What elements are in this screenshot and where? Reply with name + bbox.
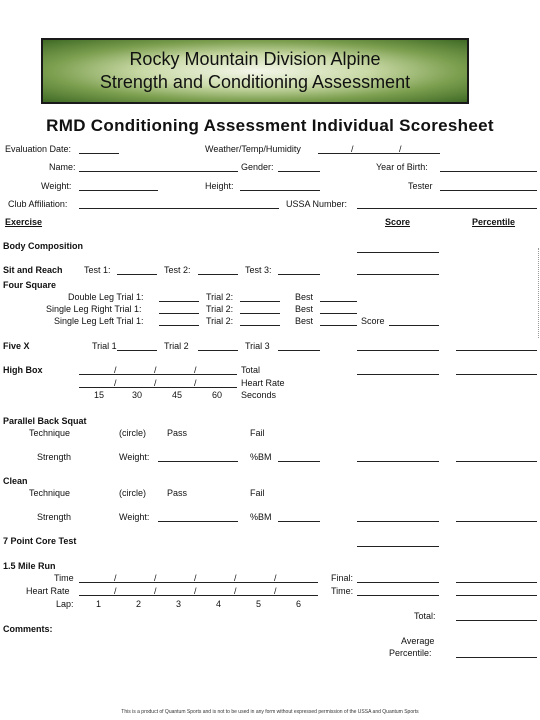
ussa-field[interactable]	[357, 208, 537, 209]
five-x-title: Five X	[3, 341, 30, 351]
core-test-title: 7 Point Core Test	[3, 536, 77, 546]
banner-title-line2: Strength and Conditioning Assessment	[99, 72, 411, 92]
high-box-count-field[interactable]	[79, 374, 237, 375]
four-square-best-label-2: Best	[295, 304, 314, 314]
clean-pass-option[interactable]: Pass	[167, 488, 188, 498]
high-box-slash-2: /	[154, 365, 157, 375]
run-lap-2: 2	[136, 599, 142, 609]
weather-slash-1: /	[351, 144, 354, 154]
four-square-trial2-label-3: Trial 2:	[206, 316, 234, 326]
high-box-heart-rate-label: Heart Rate	[241, 378, 285, 388]
run-time-slash-1: /	[114, 573, 117, 583]
high-box-slash-4: /	[114, 378, 117, 388]
high-box-slash-3: /	[194, 365, 197, 375]
weather-label: Weather/Temp/Humidity	[205, 144, 301, 154]
squat-circle-label: (circle)	[119, 428, 146, 438]
run-hr-slash-5: /	[274, 586, 277, 596]
sit-reach-test2-label: Test 2:	[164, 265, 191, 275]
column-exercise: Exercise	[5, 217, 43, 227]
four-square-single-left-label: Single Leg Left Trial 1:	[54, 316, 144, 326]
four-square-right-best-field[interactable]	[320, 313, 357, 314]
high-box-time-30: 30	[132, 390, 143, 400]
squat-percentile-field[interactable]	[456, 461, 537, 462]
clean-strength-label: Strength	[37, 512, 72, 522]
weight-label: Weight:	[41, 181, 72, 191]
four-square-right-trial1-field[interactable]	[159, 313, 199, 314]
squat-pass-option[interactable]: Pass	[167, 428, 188, 438]
four-square-title: Four Square	[3, 280, 57, 290]
five-x-percentile-field[interactable]	[456, 350, 537, 351]
four-square-trial2-label-2: Trial 2:	[206, 304, 234, 314]
squat-weight-field[interactable]	[158, 461, 238, 462]
run-lap-4: 4	[216, 599, 222, 609]
run-hr-slash-1: /	[114, 586, 117, 596]
ussa-label: USSA Number:	[286, 199, 348, 209]
clean-score-field[interactable]	[357, 521, 439, 522]
run-lap-6: 6	[296, 599, 302, 609]
clean-pct-bm-label: %BM	[250, 512, 272, 522]
total-field[interactable]	[456, 620, 537, 621]
evaluation-date-field[interactable]	[79, 153, 119, 154]
four-square-best-label-1: Best	[295, 292, 314, 302]
run-time-summary-label: Time:	[331, 586, 354, 596]
run-final-label: Final:	[331, 573, 354, 583]
five-x-trial2-label: Trial 2	[164, 341, 189, 351]
average-label: Average	[401, 636, 435, 646]
squat-fail-option[interactable]: Fail	[250, 428, 265, 438]
height-field[interactable]	[240, 190, 320, 191]
squat-pct-bm-field[interactable]	[278, 461, 320, 462]
four-square-score-field[interactable]	[389, 325, 439, 326]
five-x-trial3-label: Trial 3	[245, 341, 270, 351]
core-test-score-field[interactable]	[357, 546, 439, 547]
four-square-double-best-field[interactable]	[320, 301, 357, 302]
height-label: Height:	[205, 181, 234, 191]
run-lap-3: 3	[176, 599, 182, 609]
four-square-left-trial2-field[interactable]	[240, 325, 280, 326]
four-square-double-trial2-field[interactable]	[240, 301, 280, 302]
clean-fail-option[interactable]: Fail	[250, 488, 265, 498]
five-x-trial2-field[interactable]	[198, 350, 238, 351]
clean-pct-bm-field[interactable]	[278, 521, 320, 522]
run-final-field[interactable]	[357, 582, 439, 583]
high-box-title: High Box	[3, 365, 43, 375]
sit-reach-test3-field[interactable]	[278, 274, 320, 275]
run-time-slash-2: /	[154, 573, 157, 583]
footer-disclaimer: This is a product of Quantum Sports and is not to be used in any form without expressed permission of the USSA and Quantum Sports	[121, 709, 419, 715]
high-box-slash-6: /	[194, 378, 197, 388]
run-lap-5: 5	[256, 599, 262, 609]
squat-title: Parallel Back Squat	[3, 416, 87, 426]
body-composition-score-field[interactable]	[357, 252, 439, 253]
run-time-slash-3: /	[194, 573, 197, 583]
high-box-time-15: 15	[94, 390, 105, 400]
high-box-slash-1: /	[114, 365, 117, 375]
run-time-label: Time	[54, 573, 74, 583]
club-field[interactable]	[79, 208, 279, 209]
run-time-slash-4: /	[234, 573, 237, 583]
banner-title-line1: Rocky Mountain Division Alpine	[129, 49, 381, 69]
weather-field[interactable]	[318, 153, 440, 154]
weather-slash-2: /	[399, 144, 402, 154]
five-x-score-field[interactable]	[357, 350, 439, 351]
run-hr-slash-4: /	[234, 586, 237, 596]
squat-technique-label: Technique	[29, 428, 71, 438]
page-edge-mark	[538, 248, 539, 338]
run-lap-label: Lap:	[56, 599, 74, 609]
column-percentile: Percentile	[472, 217, 516, 227]
run-lap-1: 1	[96, 599, 102, 609]
clean-percentile-field[interactable]	[456, 521, 537, 522]
four-square-trial2-label-1: Trial 2:	[206, 292, 234, 302]
clean-technique-label: Technique	[29, 488, 71, 498]
squat-pct-bm-label: %BM	[250, 452, 272, 462]
clean-weight-label: Weight:	[119, 512, 150, 522]
five-x-trial1-label: Trial 1	[92, 341, 117, 351]
average-percentile-field[interactable]	[456, 657, 537, 658]
five-x-trial1-field[interactable]	[117, 350, 157, 351]
name-field[interactable]	[79, 171, 238, 172]
club-label: Club Affiliation:	[8, 199, 68, 209]
high-box-slash-5: /	[154, 378, 157, 388]
four-square-right-trial2-field[interactable]	[240, 313, 280, 314]
four-square-best-label-3: Best	[295, 316, 314, 326]
weight-field[interactable]	[79, 190, 158, 191]
gender-field[interactable]	[278, 171, 320, 172]
average-percentile-label: Percentile:	[389, 648, 432, 658]
gender-label: Gender:	[241, 162, 274, 172]
name-label: Name:	[49, 162, 76, 172]
high-box-score-field[interactable]	[357, 374, 439, 375]
run-time-score-field[interactable]	[357, 595, 439, 596]
clean-title: Clean	[3, 476, 28, 486]
run-time-percentile-field[interactable]	[456, 595, 537, 596]
high-box-time-45: 45	[172, 390, 183, 400]
tester-label: Tester	[408, 181, 433, 191]
tester-field[interactable]	[440, 190, 537, 191]
sheet-title: RMD Conditioning Assessment Individual Scoresheet	[46, 116, 494, 135]
evaluation-date-label: Evaluation Date:	[5, 144, 72, 154]
column-score: Score	[385, 217, 411, 227]
four-square-left-trial1-field[interactable]	[159, 325, 199, 326]
high-box-seconds-label: Seconds	[241, 390, 277, 400]
run-final-percentile-field[interactable]	[456, 582, 537, 583]
year-of-birth-field[interactable]	[440, 171, 537, 172]
four-square-double-leg-label: Double Leg Trial 1:	[68, 292, 144, 302]
header-banner	[41, 38, 469, 104]
sit-reach-title: Sit and Reach	[3, 265, 63, 275]
high-box-time-60: 60	[212, 390, 223, 400]
high-box-heart-rate-field[interactable]	[79, 387, 237, 388]
body-composition-title: Body Composition	[3, 241, 83, 251]
comments-label: Comments:	[3, 624, 53, 634]
sit-reach-test1-field[interactable]	[117, 274, 157, 275]
total-label: Total:	[414, 611, 436, 621]
run-title: 1.5 Mile Run	[3, 561, 56, 571]
sit-reach-test2-field[interactable]	[198, 274, 238, 275]
squat-strength-label: Strength	[37, 452, 72, 462]
clean-weight-field[interactable]	[158, 521, 238, 522]
run-time-slash-5: /	[274, 573, 277, 583]
sit-reach-test1-label: Test 1:	[84, 265, 111, 275]
high-box-total-label: Total	[241, 365, 261, 375]
run-hr-slash-2: /	[154, 586, 157, 596]
clean-circle-label: (circle)	[119, 488, 146, 498]
run-heart-rate-label: Heart Rate	[26, 586, 70, 596]
four-square-left-best-field[interactable]	[320, 325, 357, 326]
four-square-score-label: Score	[361, 316, 385, 326]
sit-reach-test3-label: Test 3:	[245, 265, 272, 275]
squat-weight-label: Weight:	[119, 452, 150, 462]
year-of-birth-label: Year of Birth:	[376, 162, 428, 172]
four-square-single-right-label: Single Leg Right Trial 1:	[46, 304, 142, 314]
run-hr-slash-3: /	[194, 586, 197, 596]
four-square-double-trial1-field[interactable]	[159, 301, 199, 302]
five-x-trial3-field[interactable]	[278, 350, 320, 351]
sit-reach-score-field[interactable]	[357, 274, 439, 275]
squat-score-field[interactable]	[357, 461, 439, 462]
high-box-percentile-field[interactable]	[456, 374, 537, 375]
